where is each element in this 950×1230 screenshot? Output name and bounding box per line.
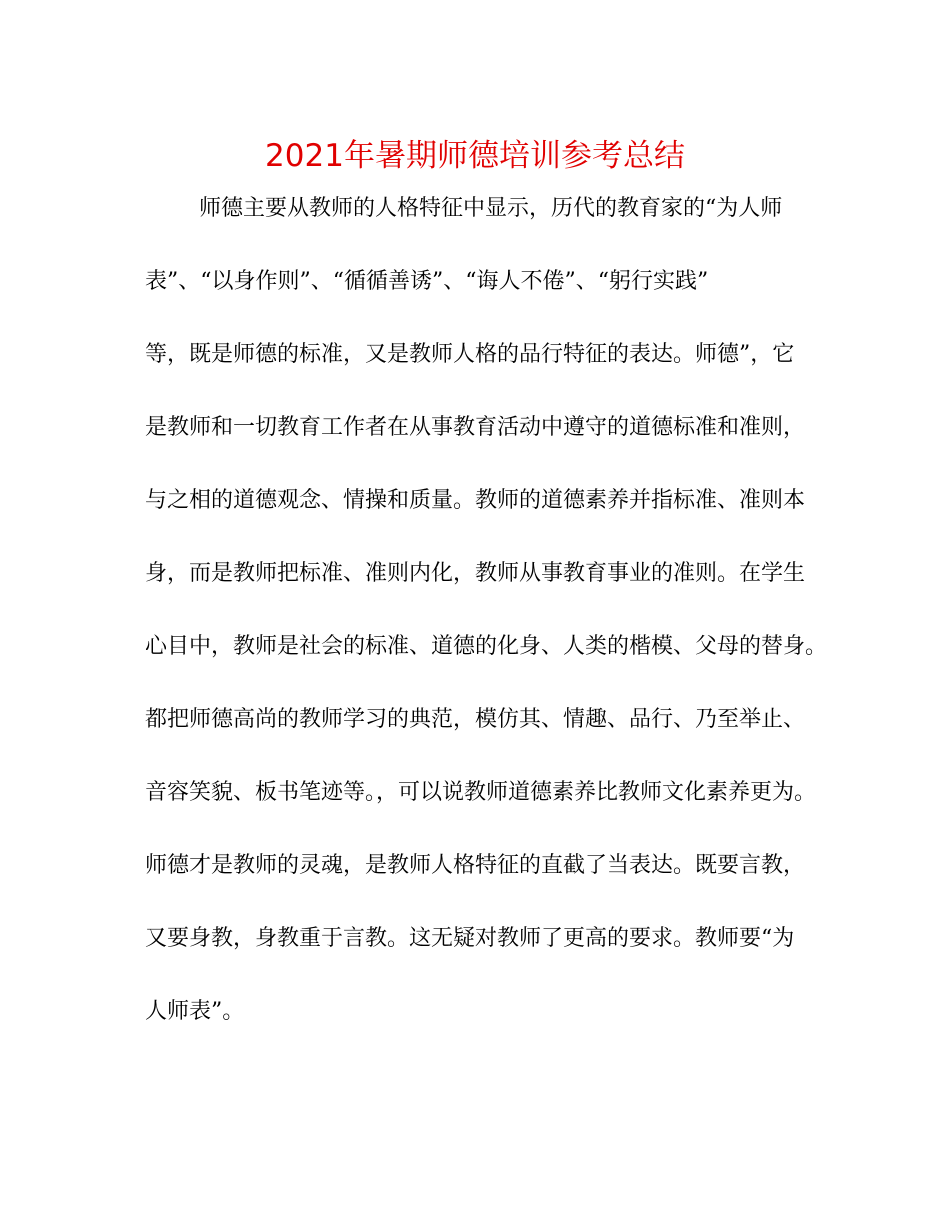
- paragraph-line: 都把师德高尚的教师学习的典范，模仿其、情趣、品行、乃至举止、: [145, 707, 806, 732]
- paragraph-line: 是教师和一切教育工作者在从事教育活动中遵守的道德标准和准则，: [145, 415, 806, 440]
- paragraph-line: 又要身教，身教重于言教。这无疑对教师了更高的要求。教师要“为: [145, 926, 795, 951]
- paragraph-line: 人师表”。: [145, 999, 245, 1024]
- paragraph-line: 心目中，教师是社会的标准、道德的化身、人类的楷模、父母的替身。: [145, 634, 828, 659]
- document-title: 2021年暑期师德培训参考总结: [265, 138, 685, 174]
- paragraph-line: 师德主要从教师的人格特征中显示，历代的教育家的“为人师: [199, 196, 783, 221]
- paragraph-line: 音容笑貌、板书笔迹等。，可以说教师道德素养比教师文化素养更为。: [145, 780, 817, 805]
- paragraph-line: 表”、“以身作则”、“循循善诱”、“诲人不倦”、“躬行实践”: [145, 269, 709, 294]
- paragraph-line: 等，既是师德的标准，又是教师人格的品行特征的表达。师德”，它: [145, 342, 795, 367]
- paragraph-line: 师德才是教师的灵魂，是教师人格特征的直截了当表达。既要言教，: [145, 853, 806, 878]
- paragraph-line: 与之相的道德观念、情操和质量。教师的道德素养并指标准、准则本: [145, 488, 806, 513]
- document-body: [145, 187, 828, 1063]
- paragraph-line: 身，而是教师把标准、准则内化，教师从事教育事业的准则。在学生: [145, 561, 806, 586]
